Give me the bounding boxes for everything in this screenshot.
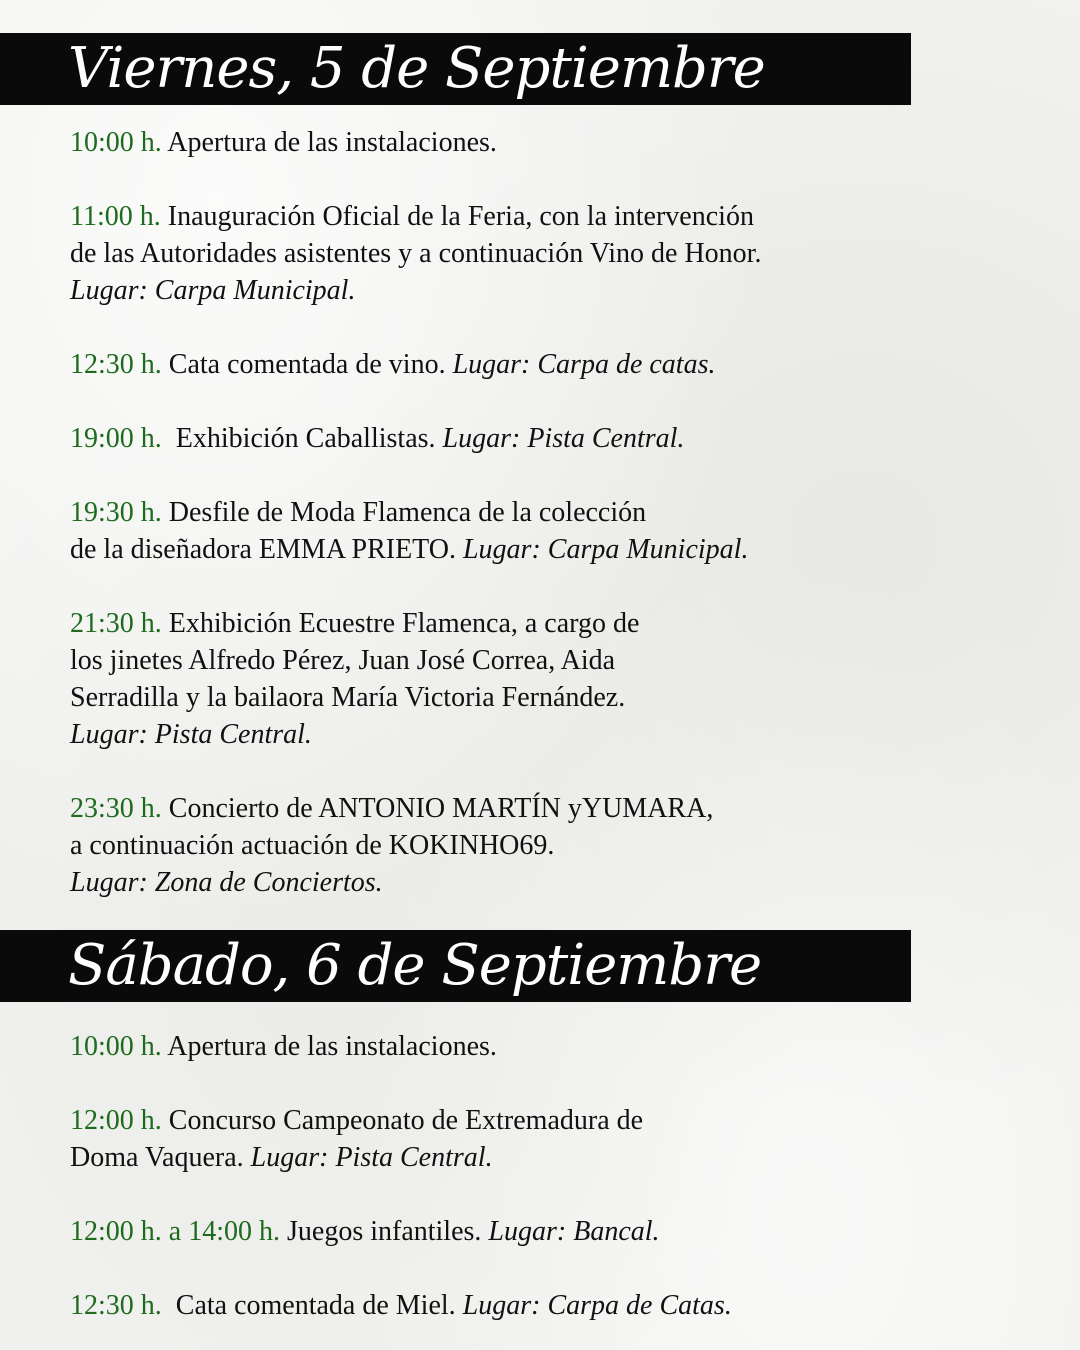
event-text: Desfile de Moda Flamenca de la colección: [161, 497, 647, 528]
event-list-friday: [70, 124, 930, 901]
event-line: [70, 1102, 930, 1139]
event-text: Doma Vaquera.: [70, 1142, 251, 1173]
event-line: [70, 790, 930, 827]
event-text: de la diseñadora EMMA PRIETO.: [70, 534, 463, 565]
event-time: 12:30 h.: [70, 1290, 162, 1321]
event-text: Cata comentada de vino.: [161, 349, 453, 380]
event-item: [70, 1287, 930, 1327]
day-title: Viernes, 5 de Septiembre: [68, 36, 765, 101]
event-item: [70, 346, 930, 420]
event-item: [70, 198, 930, 346]
event-line: [70, 679, 930, 716]
event-line: [70, 531, 930, 568]
event-line: [70, 272, 930, 309]
event-text: Concurso Campeonato de Extremadura de: [161, 1105, 644, 1136]
event-time: 10:00 h.: [70, 127, 162, 158]
event-time: 12:00 h.: [70, 1105, 162, 1136]
event-item: [70, 1028, 930, 1102]
event-line: [70, 1287, 930, 1324]
event-line: [70, 605, 930, 642]
day-title: Sábado, 6 de Septiembre: [68, 933, 762, 998]
event-line: [70, 124, 930, 161]
event-time: 11:00 h.: [70, 201, 161, 232]
event-line: [70, 864, 930, 901]
event-text: a continuación actuación de KOKINHO69.: [70, 830, 555, 861]
event-place: Lugar: Zona de Conciertos.: [70, 867, 383, 898]
event-time: 23:30 h.: [70, 793, 162, 824]
event-place: Lugar: Carpa Municipal.: [70, 275, 356, 306]
day-banner-saturday: [0, 930, 911, 1002]
event-line: [70, 642, 930, 679]
event-place: Lugar: Carpa Municipal.: [462, 534, 749, 565]
event-line: [70, 1213, 930, 1250]
event-place: Lugar: Pista Central.: [70, 719, 312, 750]
event-item: [70, 494, 930, 605]
event-line: [70, 1028, 930, 1065]
event-text: Apertura de las instalaciones.: [161, 1031, 497, 1062]
event-line: [70, 235, 930, 272]
event-text: Exhibición Caballistas.: [161, 423, 443, 454]
event-line: [70, 494, 930, 531]
event-place: Lugar: Pista Central.: [250, 1142, 493, 1173]
event-time: 21:30 h.: [70, 608, 162, 639]
event-line: [70, 1139, 930, 1176]
event-text: Cata comentada de Miel.: [161, 1290, 463, 1321]
day-banner-friday: [0, 33, 911, 105]
event-line: [70, 827, 930, 864]
event-text: los jinetes Alfredo Pérez, Juan José Correa, Aida: [70, 645, 616, 676]
event-line: [70, 420, 930, 457]
event-text: Serradilla y la bailaora María Victoria Fernández.: [70, 682, 626, 713]
event-item: [70, 790, 930, 901]
event-place: Lugar: Carpa de Catas.: [462, 1290, 732, 1321]
event-time: 12:00 h. a 14:00 h.: [70, 1216, 280, 1247]
event-text: Apertura de las instalaciones.: [161, 127, 497, 158]
event-text: Exhibición Ecuestre Flamenca, a cargo de: [161, 608, 640, 639]
event-line: [70, 716, 930, 753]
event-item: [70, 1102, 930, 1213]
event-place: Lugar: Carpa de catas.: [452, 349, 716, 380]
event-time: 19:00 h.: [70, 423, 162, 454]
event-time: 10:00 h.: [70, 1031, 162, 1062]
event-text: Inauguración Oficial de la Feria, con la intervención: [160, 201, 754, 232]
event-time: 19:30 h.: [70, 497, 162, 528]
event-text: de las Autoridades asistentes y a continuación Vino de Honor.: [70, 238, 762, 269]
event-item: [70, 124, 930, 198]
event-line: [70, 346, 930, 383]
event-place: Lugar: Pista Central.: [442, 423, 685, 454]
event-item: [70, 420, 930, 494]
event-time: 12:30 h.: [70, 349, 162, 380]
event-place: Lugar: Bancal.: [488, 1216, 660, 1247]
event-text: Concierto de ANTONIO MARTÍN yYUMARA,: [161, 793, 714, 824]
event-list-saturday: [70, 1028, 930, 1327]
event-text: Juegos infantiles.: [280, 1216, 489, 1247]
event-item: [70, 1213, 930, 1287]
event-line: [70, 198, 930, 235]
event-item: [70, 605, 930, 790]
